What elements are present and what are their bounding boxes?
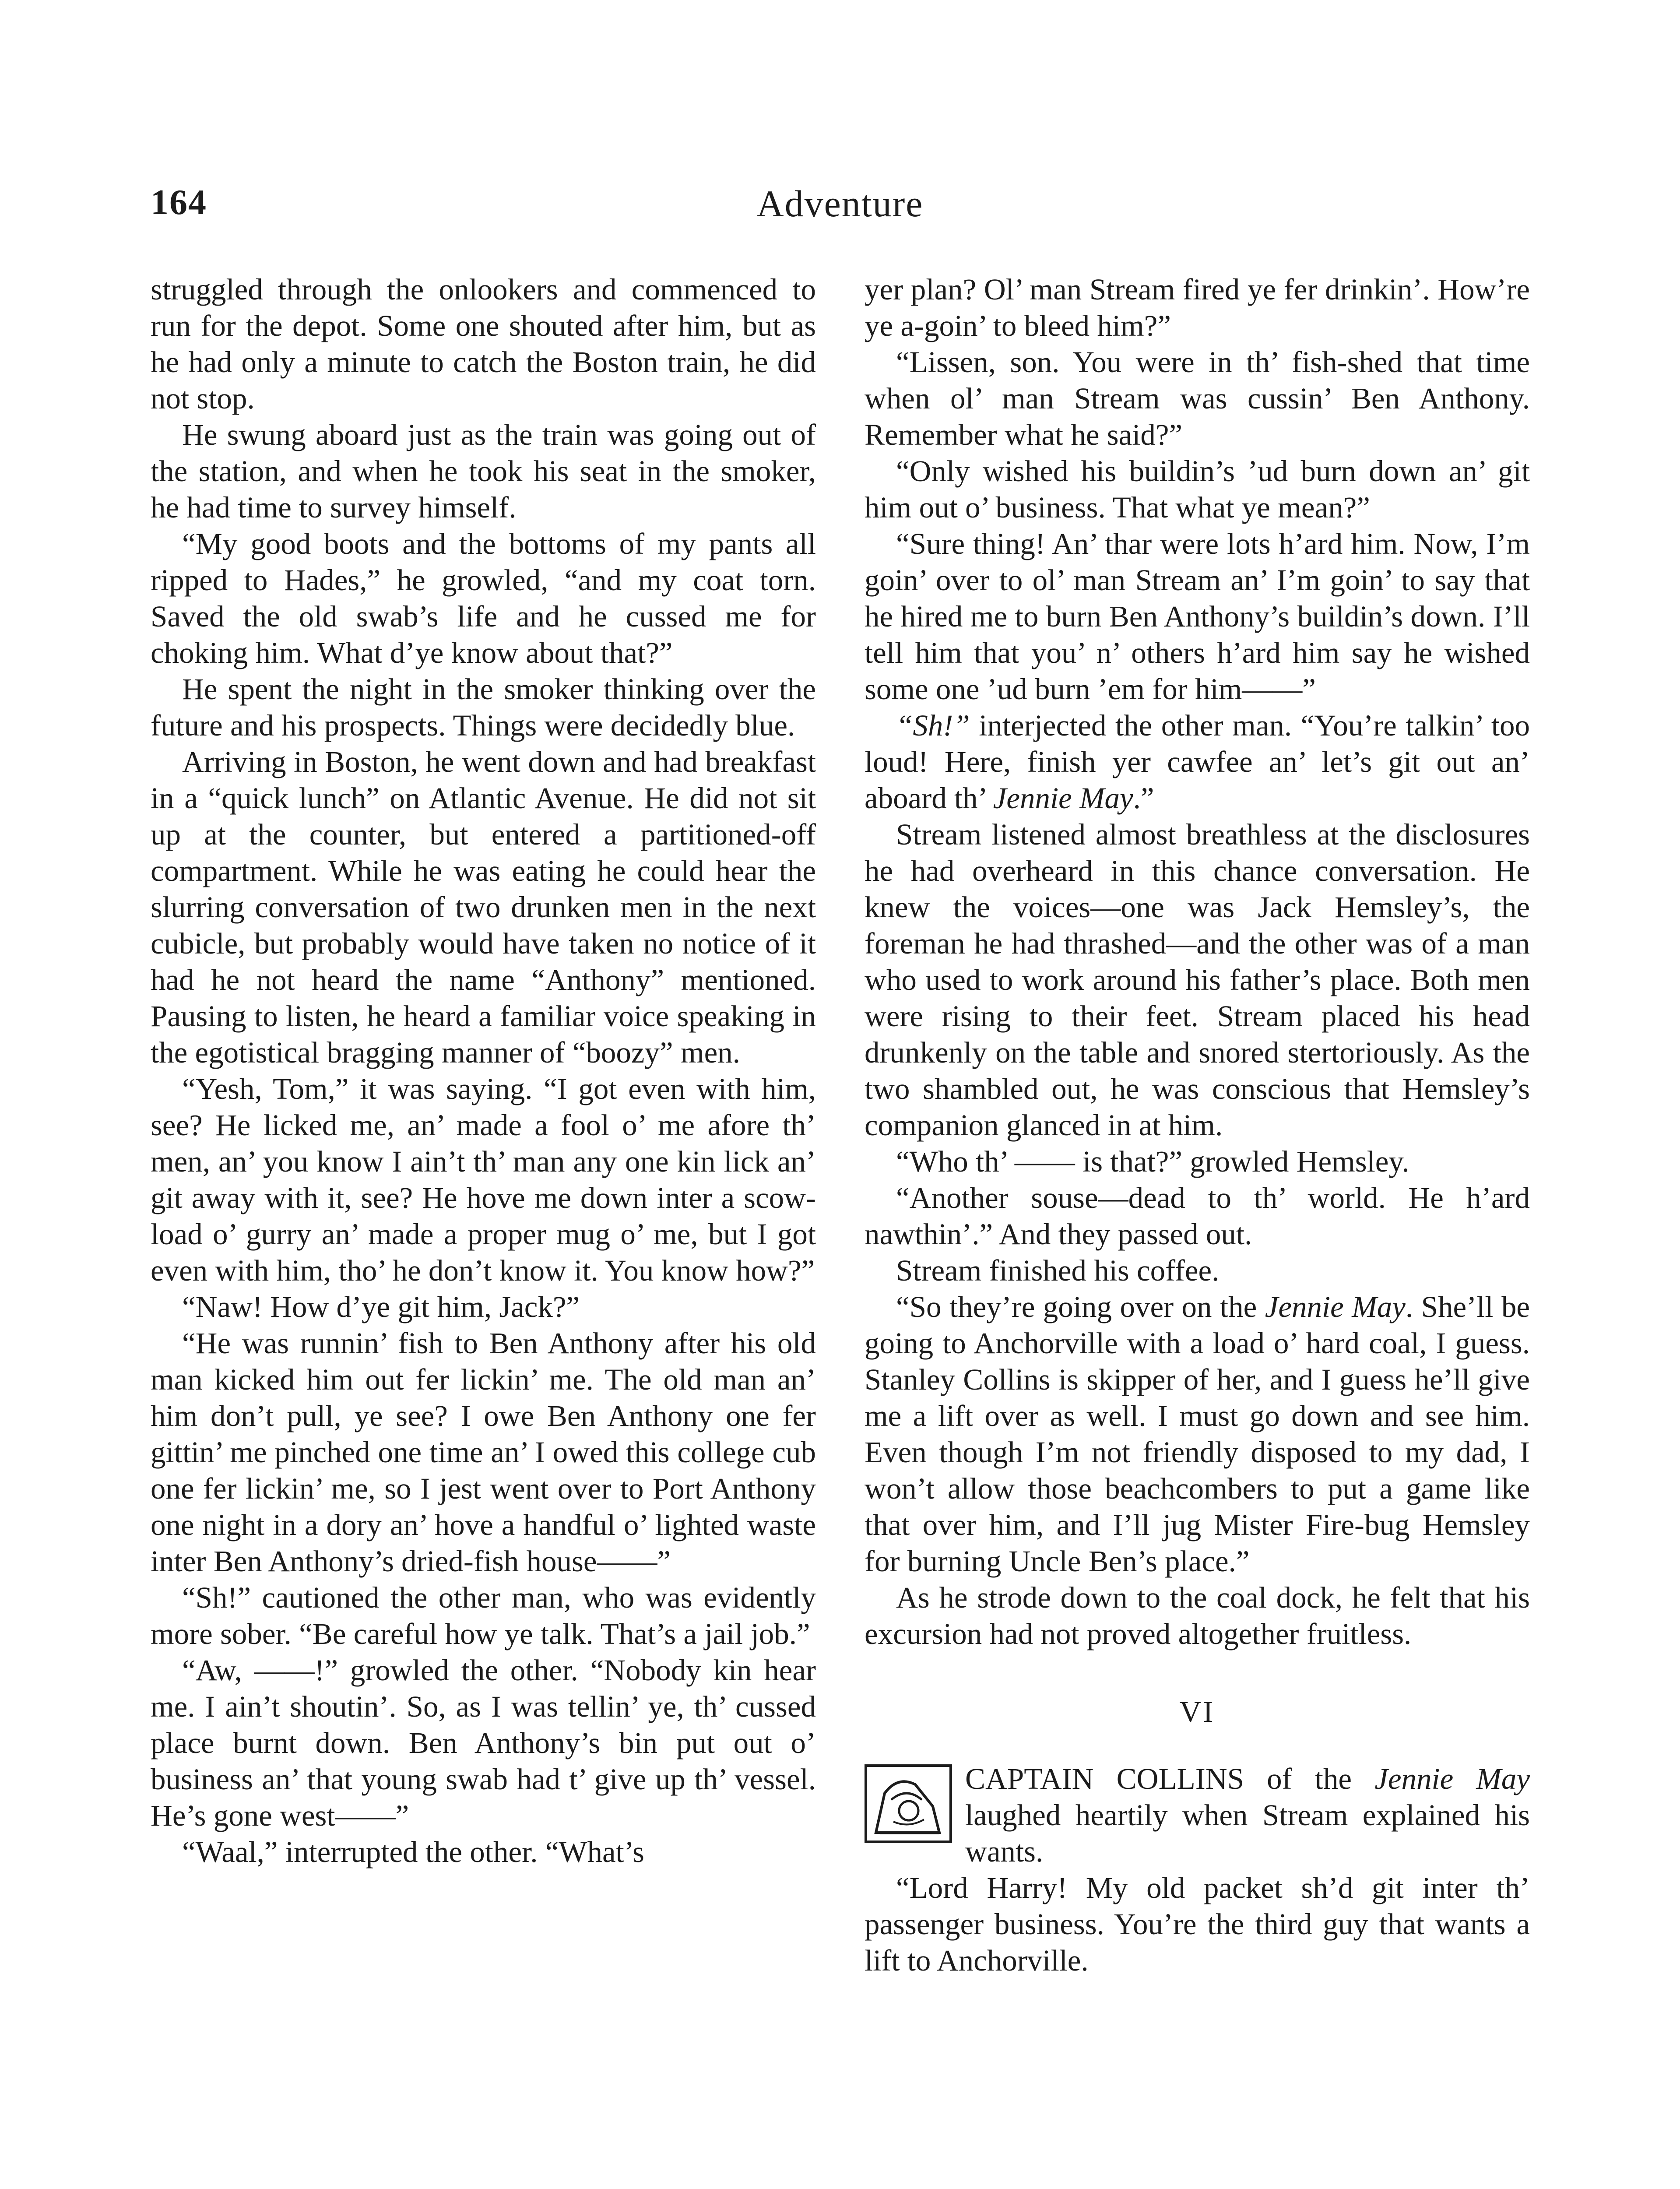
captain-start: CAPTAIN COLLINS of the (965, 1762, 1375, 1795)
page-number: 164 (151, 182, 207, 222)
left-column (151, 271, 816, 1870)
paragraph: “Lissen, son. You were in th’ fish-shed that time when ol’ man Stream was cussin’ Ben Anthony. Remember what he said?” (865, 345, 1530, 451)
paragraph: He swung aboard just as the train was going out of the station, and when he took his seat in the smoker, he had time to survey himself. (151, 418, 816, 524)
shh-end: .” (1133, 781, 1154, 815)
shh-rest: interjected the other man. “You’re talkin’ too loud! Here, finish yer cawfee an’ let’s git out an’ aboard th’ (865, 709, 1530, 815)
section-heading: VI (1179, 1695, 1215, 1728)
paragraph: Stream finished his coffee. (896, 1254, 1220, 1287)
shh-exclaim: “Sh!” (896, 709, 970, 742)
paragraph: “Who th’ —— is that?” growled Hemsley. (896, 1145, 1409, 1178)
paragraph (865, 1289, 1530, 1580)
paragraph: “Aw, ——!” growled the other. “Nobody kin hear me. I ain’t shoutin’. So, as I was tellin’ ye, th’ cussed place burnt down. Ben Anthony’s bin put out o’ business an’ that young swab had t’ give up th’ vessel. He’s gone west——” (151, 1654, 816, 1832)
paragraph: “Naw! How d’ye git him, Jack?” (182, 1290, 580, 1323)
paragraph: As he strode down to the coal dock, he felt that his excursion had not proved altogether fruitless. (865, 1581, 1530, 1651)
paragraph: Arriving in Boston, he went down and had breakfast in a “quick lunch” on Atlantic Avenue. He did not sit up at the counter, but entered a partitioned-off compartment. While he was eating he could hear the slurring conversation of two drunken men in the next cubicle, but probably would have taken no notice of it had he not heard the name “Anthony” mentioned. Pausing to listen, he heard a familiar voice speaking in the egotistical bragging manner of “boozy” men. (151, 745, 816, 1069)
paragraph: “Sure thing! An’ thar were lots h’ard him. Now, I’m goin’ over to ol’ man Stream an’ I’m goin’ to say that he hired me to burn Ben Anthony’s buildin’s down. I’ll tell him that you’ n’ others h’ard him say he wished some one ’ud burn ’em for him——” (865, 527, 1530, 706)
vessel-name: Jennie May (1374, 1762, 1530, 1795)
paragraph: Stream listened almost breathless at the disclosures he had overheard in this chance conversation. He knew the voices—one was Jack Hemsley’s, the foreman he had thrashed—and the other was of a man who used to work around his father’s place. Both men were rising to their feet. Stream placed his head drunkenly on the table and snored stertoriously. As the two shambled out, he was conscious that Hemsley’s companion glanced in at him. (865, 818, 1530, 1142)
vessel-name: Jennie May (1265, 1290, 1406, 1323)
going-rest: . She’ll be going to Anchorville with a load o’ hard coal, I guess. Stanley Collins is skipper of her, and I guess he’ll give me a lift over as well. I must go down and see him. Even though I’m not friendly disposed to my dad, I won’t allow those beachcombers to put a game like that over him, and I’ll jug Mister Fire-bug Hemsley for burning Uncle Ben’s place.” (865, 1290, 1530, 1578)
paragraph: “Lord Harry! My old packet sh’d git inter th’ passenger business. You’re the third guy that wants a lift to Anchorville. (865, 1871, 1530, 1977)
paragraph: “Waal,” interrupted the other. “What’s (182, 1835, 644, 1869)
paragraph: yer plan? Ol’ man Stream fired ye fer drinkin’. How’re ye a-goin’ to bleed him?” (865, 273, 1530, 342)
paragraph: “My good boots and the bottoms of my pants all ripped to Hades,” he growled, “and my coat torn. Saved the old swab’s life and he cussed me for choking him. What d’ye know about that?” (151, 527, 816, 669)
captain-rest: laughed heartily when Stream explained his wants. (965, 1798, 1530, 1868)
paragraph: “Yesh, Tom,” it was saying. “I got even with him, see? He licked me, an’ made a fool o’ me afore th’ men, an’ you know I ain’t th’ man any one kin lick an’ git away with it, see? He hove me down inter a scow-load o’ gurry an’ made a proper mug o’ me, but I got even with him, tho’ he don’t know it. You know how?” (151, 1072, 816, 1287)
paragraph: struggled through the onlookers and commenced to run for the depot. Some one shouted after him, but as he had only a minute to catch the Boston train, he did not stop. (151, 273, 816, 415)
paragraph (865, 1761, 1530, 1870)
paragraph: “Sh!” cautioned the other man, who was evidently more sober. “Be careful how ye talk. That’s a jail job.” (151, 1581, 816, 1651)
vessel-name: Jennie May (993, 781, 1133, 815)
paragraph: “He was runnin’ fish to Ben Anthony after his old man kicked him out fer lickin’ me. The old man an’ him don’t pull, ye see? I owe Ben Anthony one fer gittin’ me pinched one time an’ I owed this college cub one fer lickin’ me, so I jest went over to Port Anthony one night in a dory an’ hove a handful o’ lighted waste inter Ben Anthony’s dried-fish house——” (151, 1327, 816, 1578)
drop-cap-illustration-icon (865, 1764, 952, 1843)
paragraph: “Another souse—dead to th’ world. He h’ard nawthin’.” And they passed out. (865, 1181, 1530, 1251)
page-header (151, 182, 1529, 230)
going-start: “So they’re going over on the (896, 1290, 1265, 1323)
paragraph: He spent the night in the smoker thinking over the future and his prospects. Things were decidedly blue. (151, 672, 816, 742)
paragraph: “Only wished his buildin’s ’ud burn down an’ git him out o’ business. That what ye mean?” (865, 454, 1530, 524)
running-head: Adventure (756, 183, 924, 225)
right-column (865, 271, 1530, 1979)
paragraph (865, 707, 1530, 816)
